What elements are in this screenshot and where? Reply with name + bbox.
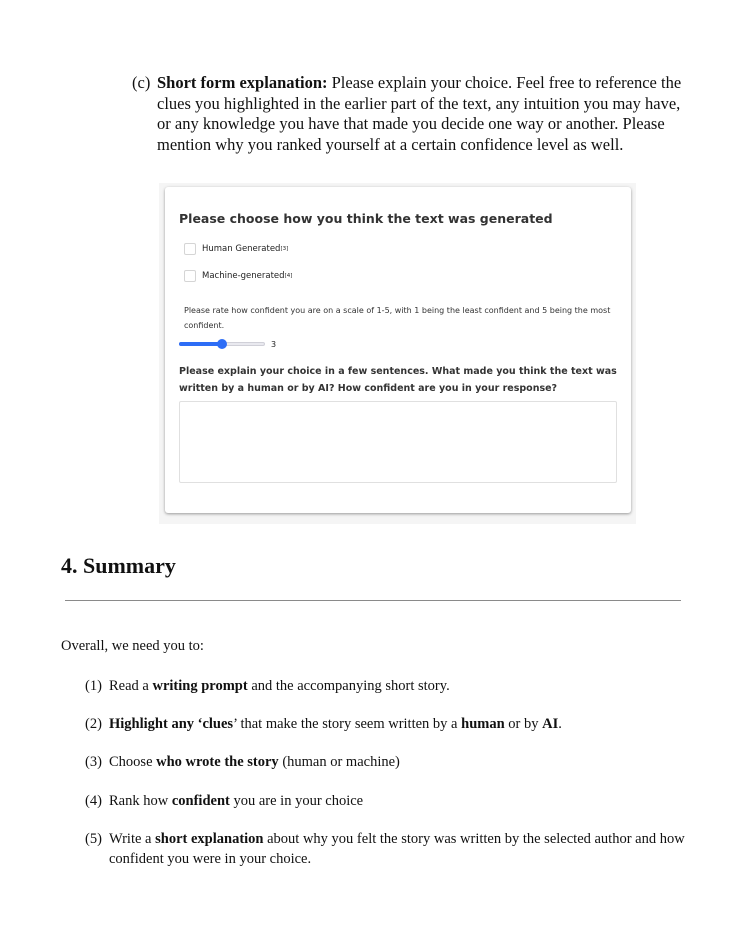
summary-item-3 (85, 753, 685, 773)
summary-item-run: you are in your choice (229, 793, 364, 809)
option-machine-generated[interactable] (184, 270, 292, 282)
summary-item-number: (4) (85, 793, 102, 809)
summary-item-text (109, 677, 685, 697)
summary-item-bold: writing prompt (152, 678, 248, 694)
human-generated-note: [3] (280, 246, 289, 252)
item-c-label: (c) (132, 73, 151, 92)
machine-generated-checkbox[interactable] (184, 270, 196, 282)
summary-intro: Overall, we need you to: (61, 638, 204, 654)
slider-thumb[interactable] (217, 339, 227, 349)
form-title: Please choose how you think the text was generated (179, 211, 553, 226)
confidence-slider[interactable] (179, 339, 267, 349)
summary-item-run: ’ that make the story seem written by a (233, 716, 462, 732)
summary-item-number: (5) (85, 831, 102, 847)
summary-item-run: Read a (109, 678, 153, 694)
item-c-text (157, 73, 682, 155)
summary-item-bold: confident (171, 793, 230, 809)
summary-item-bold: Highlight any ‘clues (109, 716, 234, 732)
summary-item-run: Write a (109, 831, 156, 847)
item-c-body: Please explain your choice. Feel free to reference the clues you highlighted in the earlier part of the text, any intuition you may have, or any knowledge you have that made you decide one way or another. Please mention why you ranked yourself at a certain confidence level as well. (157, 73, 682, 154)
summary-item-run: . (558, 716, 562, 732)
summary-item-run: or by (504, 716, 543, 732)
machine-generated-note: [4] (284, 273, 293, 279)
summary-item-run: Rank how (109, 793, 172, 809)
summary-item-4 (85, 792, 685, 812)
human-generated-label: Human Generated (202, 244, 281, 254)
summary-item-text (109, 792, 685, 812)
summary-item-run: Choose (109, 754, 157, 770)
summary-item-bold: who wrote the story (156, 754, 279, 770)
explain-question: Please explain your choice in a few sentences. What made you think the text was written by a human or by AI? How confident are you in your response? (179, 366, 617, 394)
summary-item-run: and the accompanying short story. (247, 678, 450, 694)
form-card (165, 187, 631, 513)
human-generated-checkbox[interactable] (184, 243, 196, 255)
confidence-instructions: Please rate how confident you are on a scale of 1-5, with 1 being the least confident and 5 being the most confident. (184, 306, 611, 330)
heading-divider (65, 600, 681, 601)
summary-item-bold: human (461, 716, 505, 732)
slider-value: 3 (271, 340, 277, 349)
explanation-textarea[interactable] (179, 401, 617, 483)
summary-item-number: (3) (85, 754, 102, 770)
summary-item-bold: AI (542, 716, 559, 732)
slider-fill (179, 342, 222, 346)
summary-item-5 (85, 830, 685, 869)
form-screenshot (159, 183, 636, 524)
option-human-generated[interactable] (184, 243, 288, 255)
item-c-bold: Short form explanation: (157, 73, 328, 92)
summary-item-number: (2) (85, 716, 102, 732)
summary-item-text (109, 830, 685, 869)
section-heading: 4. Summary (61, 553, 176, 578)
summary-item-1 (85, 677, 685, 697)
summary-item-run: (human or machine) (278, 754, 400, 770)
summary-item-2 (85, 715, 685, 735)
summary-item-run: about why you felt the story was written by the selected author and how confident you were in your choice. (109, 831, 685, 867)
summary-item-bold: short explanation (155, 831, 264, 847)
summary-item-text (109, 753, 685, 773)
summary-item-number: (1) (85, 678, 102, 694)
summary-item-text (109, 715, 685, 735)
machine-generated-label: Machine-generated (202, 271, 285, 281)
item-c-paragraph (132, 73, 682, 155)
